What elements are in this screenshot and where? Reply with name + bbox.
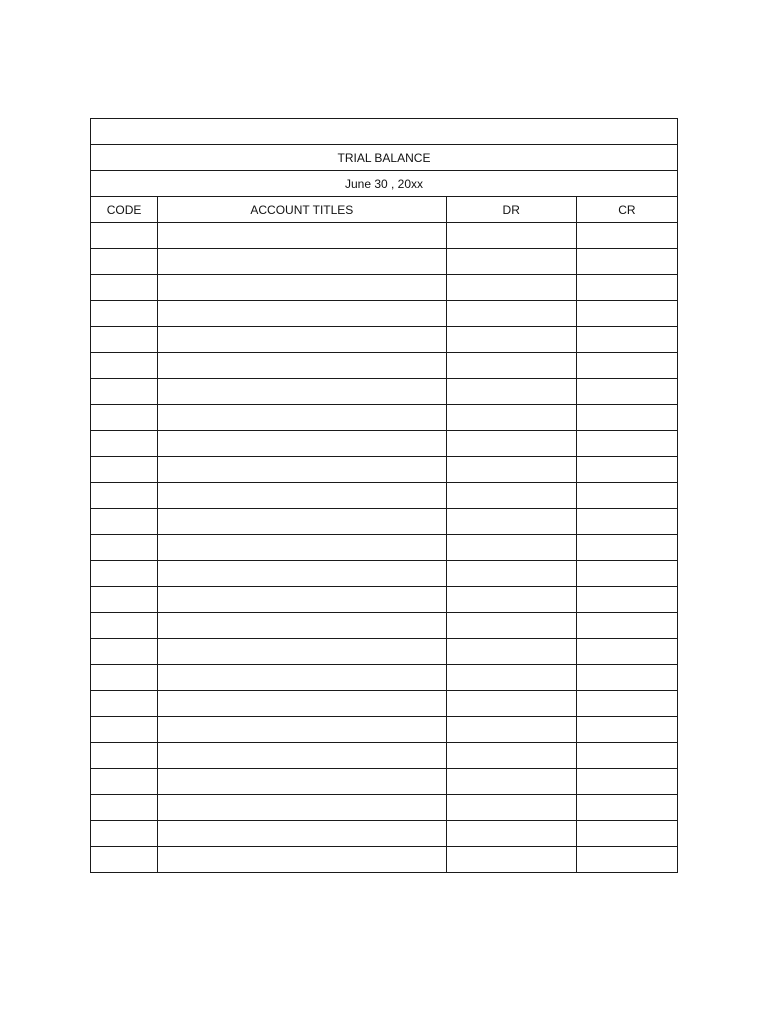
table-row [91,327,678,353]
table-row [91,665,678,691]
title-row [91,145,678,171]
account-title-cell [158,223,446,249]
table-row [91,509,678,535]
code-cell [91,769,158,795]
dr-cell [446,821,576,847]
account-title-cell [158,483,446,509]
account-title-cell [158,327,446,353]
dr-cell [446,847,576,873]
code-cell [91,223,158,249]
table-row [91,457,678,483]
cr-cell [576,431,677,457]
dr-cell [446,717,576,743]
cr-cell [576,795,677,821]
dr-cell [446,301,576,327]
account-title-cell [158,535,446,561]
document-date: June 30 , 20xx [91,171,678,197]
trial-balance-sheet [90,118,678,873]
code-cell [91,353,158,379]
table-row [91,431,678,457]
dr-cell [446,587,576,613]
dr-header: DR [446,197,576,223]
dr-cell [446,561,576,587]
cr-cell [576,327,677,353]
account-title-cell [158,457,446,483]
table-row [91,821,678,847]
date-row [91,171,678,197]
table-row [91,379,678,405]
account-title-cell [158,717,446,743]
dr-cell [446,665,576,691]
dr-cell [446,509,576,535]
account-title-cell [158,769,446,795]
table-row [91,561,678,587]
table-row [91,275,678,301]
account-title-cell [158,795,446,821]
cr-header: CR [576,197,677,223]
code-cell [91,405,158,431]
dr-cell [446,457,576,483]
code-cell [91,561,158,587]
account-title-cell [158,561,446,587]
code-cell [91,483,158,509]
account-title-cell [158,639,446,665]
dr-cell [446,613,576,639]
cr-cell [576,821,677,847]
code-cell [91,249,158,275]
dr-cell [446,795,576,821]
dr-cell [446,691,576,717]
dr-cell [446,431,576,457]
account-title-cell [158,587,446,613]
account-title-cell [158,613,446,639]
cr-cell [576,587,677,613]
account-title-cell [158,275,446,301]
table-row [91,535,678,561]
table-row [91,405,678,431]
dr-cell [446,483,576,509]
table-row [91,301,678,327]
table-row [91,353,678,379]
dr-cell [446,405,576,431]
cr-cell [576,535,677,561]
cr-cell [576,457,677,483]
dr-cell [446,327,576,353]
table-row [91,587,678,613]
table-row [91,795,678,821]
table-row [91,639,678,665]
code-cell [91,587,158,613]
cr-cell [576,509,677,535]
account-title-cell [158,847,446,873]
account-title-cell [158,379,446,405]
code-cell [91,275,158,301]
code-cell [91,509,158,535]
account-title-cell [158,821,446,847]
cr-cell [576,483,677,509]
cr-cell [576,743,677,769]
account-title-cell [158,665,446,691]
code-cell [91,301,158,327]
account-title-cell [158,431,446,457]
cr-cell [576,665,677,691]
sheet-body [91,119,678,873]
account-title-cell [158,743,446,769]
dr-cell [446,639,576,665]
dr-cell [446,743,576,769]
cr-cell [576,691,677,717]
code-cell [91,743,158,769]
cr-cell [576,639,677,665]
dr-cell [446,353,576,379]
account-title-cell [158,249,446,275]
document-title: TRIAL BALANCE [91,145,678,171]
table-row [91,743,678,769]
cr-cell [576,353,677,379]
cr-cell [576,405,677,431]
table-row [91,613,678,639]
code-cell [91,379,158,405]
code-cell [91,457,158,483]
cr-cell [576,561,677,587]
code-cell [91,535,158,561]
company-name-row [91,119,678,145]
table-row [91,691,678,717]
code-cell [91,717,158,743]
cr-cell [576,769,677,795]
code-cell [91,847,158,873]
cr-cell [576,301,677,327]
company-name-cell [91,119,678,145]
cr-cell [576,717,677,743]
table-row [91,847,678,873]
cr-cell [576,379,677,405]
account-titles-header: ACCOUNT TITLES [158,197,446,223]
account-title-cell [158,509,446,535]
code-cell [91,327,158,353]
dr-cell [446,275,576,301]
header-row [91,197,678,223]
account-title-cell [158,353,446,379]
table-row [91,769,678,795]
cr-cell [576,275,677,301]
table-row [91,483,678,509]
dr-cell [446,379,576,405]
dr-cell [446,249,576,275]
account-title-cell [158,691,446,717]
code-cell [91,613,158,639]
cr-cell [576,613,677,639]
code-cell [91,795,158,821]
dr-cell [446,769,576,795]
code-cell [91,665,158,691]
code-cell [91,431,158,457]
table-row [91,249,678,275]
cr-cell [576,223,677,249]
code-cell [91,821,158,847]
cr-cell [576,249,677,275]
code-header: CODE [91,197,158,223]
account-title-cell [158,405,446,431]
account-title-cell [158,301,446,327]
code-cell [91,691,158,717]
table-row [91,223,678,249]
dr-cell [446,535,576,561]
code-cell [91,639,158,665]
table-row [91,717,678,743]
cr-cell [576,847,677,873]
dr-cell [446,223,576,249]
